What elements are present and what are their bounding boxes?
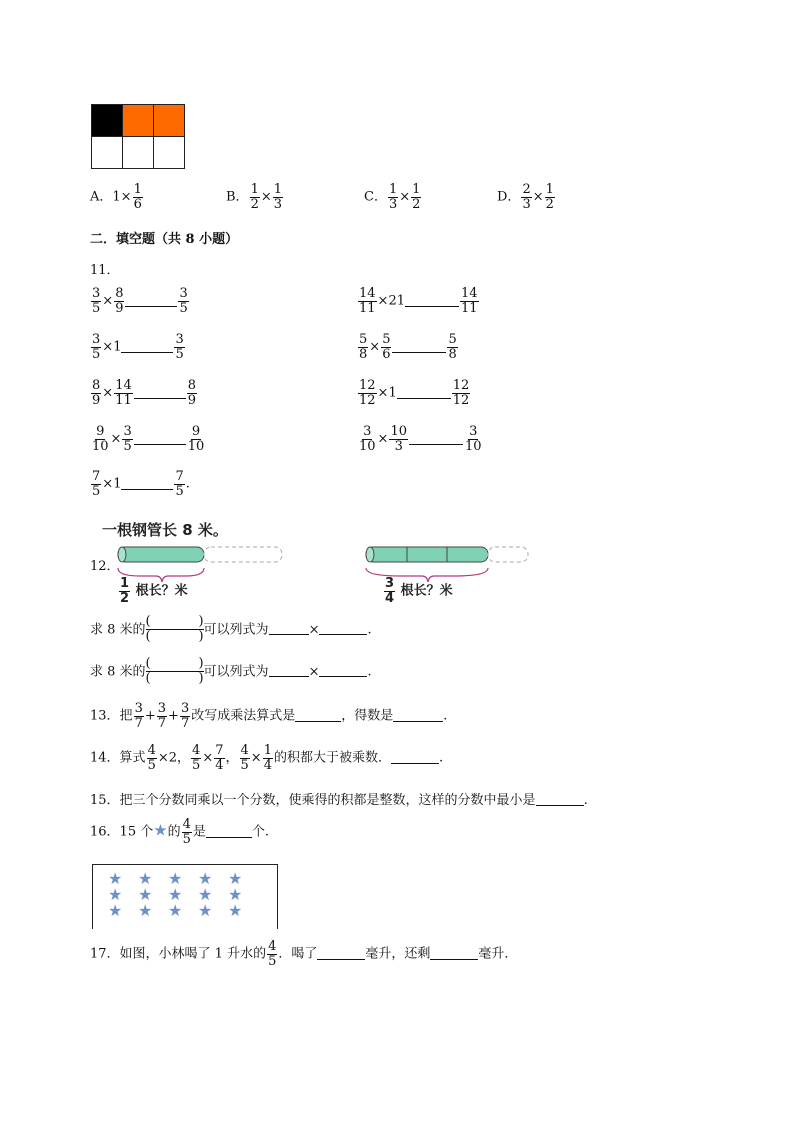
times-sign: × [377, 431, 389, 447]
comparison-row [90, 379, 198, 407]
grid-cell-black [92, 105, 123, 137]
pipe-half-filled [118, 547, 204, 562]
question-15: 15．把三个分数同乘以一个分数，使乘得的积都是整数，这样的分数中最小是 . [90, 793, 588, 808]
star-icon: ★ [153, 820, 168, 840]
answer-blank[interactable] [319, 634, 367, 635]
answer-blank[interactable] [405, 306, 459, 307]
option-b[interactable] [226, 183, 284, 211]
fraction-blank[interactable]: ( ) ( ) [145, 614, 204, 645]
answer-blank[interactable] [392, 352, 446, 353]
answer-blank[interactable] [319, 676, 367, 677]
answer-blank[interactable] [317, 959, 365, 960]
times-sign: × [377, 293, 389, 309]
grid-cell-white [154, 137, 185, 169]
grid-cell-white [92, 137, 123, 169]
fraction: $\frac{1}{2}$ [412, 182, 421, 212]
times-sign: × [399, 189, 411, 205]
fraction: $\frac{2}{3}$ [522, 182, 531, 212]
fraction: $\frac{10}{3}$ [390, 424, 407, 454]
fraction: $\frac{3}{5}$ [175, 332, 184, 362]
comparison-row [90, 425, 206, 453]
answer-blank[interactable] [391, 763, 439, 764]
times-sign: × [120, 189, 132, 205]
answer-blank[interactable] [134, 444, 186, 445]
figure-title: 一根钢管长 8 米。 [102, 521, 228, 539]
question-number: 11． [90, 263, 120, 278]
fraction: $\frac{12}{12}$ [359, 378, 376, 408]
grid-cell-white [123, 137, 154, 169]
times-sign: × [102, 293, 114, 309]
option-a[interactable] [90, 183, 144, 211]
fraction: $\frac{9}{10}$ [187, 424, 205, 454]
answer-blank[interactable] [134, 398, 186, 399]
pipe-label-right: $\frac{3}{4}$ 根长？米 [385, 576, 453, 606]
answer-blank[interactable] [269, 634, 309, 635]
answer-blank[interactable] [121, 352, 173, 353]
comparison-row [90, 287, 190, 315]
times-sign: × [377, 385, 389, 401]
fraction: $\frac{14}{11}$ [115, 378, 132, 408]
fraction: $\frac{3}{5}$ [92, 286, 101, 316]
answer-blank[interactable] [393, 721, 443, 722]
option-label: B． [226, 189, 249, 205]
pipe-quarter-dashed [488, 547, 528, 562]
fraction: $\frac{3}{10}$ [465, 424, 482, 454]
fraction: $\frac{1}{2}$ [250, 182, 259, 212]
q12-line-1: 求 8 米的 ( ) ( ) 可以列式为 × . [90, 614, 372, 645]
pipe-half-dashed [204, 547, 282, 562]
fraction: $\frac{7}{5}$ [92, 469, 101, 499]
comparison-row: $\frac{7}{5}$ ×1 $\frac{7}{5}$ . [92, 469, 190, 499]
fraction: $\frac{3}{5}$ [92, 332, 101, 362]
star-icon: ★ [138, 885, 153, 904]
fraction: $\frac{1}{6}$ [133, 182, 142, 212]
option-label: D． [497, 189, 521, 205]
fraction: $\frac{1}{2}$ [545, 182, 554, 212]
fraction: $\frac{3}{10}$ [359, 424, 376, 454]
comparison-row [357, 425, 484, 453]
fraction: $\frac{1}{3}$ [273, 182, 283, 212]
fraction: $\frac{8}{9}$ [115, 286, 124, 316]
star-icon: ★ [168, 901, 183, 920]
answer-blank[interactable] [295, 721, 341, 722]
answer-blank[interactable] [206, 837, 252, 838]
option-label: A． [90, 189, 113, 205]
fraction: $\frac{14}{11}$ [461, 286, 478, 316]
q12-line-2: 求 8 米的 ( ) ( ) 可以列式为 × . [90, 656, 372, 687]
star-icon: ★ [198, 869, 213, 888]
question-13: 13．把 $\frac{3}{7}$ + $\frac{3}{7}$ + $\frac{3}{7}$ 改写成乘法算式是 ，得数是 . [90, 701, 448, 731]
comparison-row: $\frac{12}{12}$ ×1 $\frac{12}{12}$ [359, 378, 470, 408]
star-icon: ★ [138, 901, 153, 920]
star-icon: ★ [108, 901, 123, 920]
fraction-blank[interactable]: ( ) ( ) [145, 656, 204, 687]
fraction: $\frac{1}{3}$ [388, 182, 398, 212]
question-16: 16．15 个★的 $\frac{4}{5}$ 是 个. [90, 817, 270, 847]
pipe-three-quarter-filled [366, 547, 488, 562]
times-sign: × [102, 476, 114, 492]
question-17: 17．如图，小林喝了 1 升水的 $\frac{4}{5}$ ．喝了 毫升，还剩 毫升． [90, 939, 518, 969]
fraction: $\frac{9}{10}$ [92, 424, 109, 454]
comparison-row [357, 333, 459, 361]
option-c[interactable] [364, 183, 422, 211]
times-sign: × [102, 385, 114, 401]
fraction: $\frac{3}{5}$ [179, 286, 188, 316]
question-14: 14．算式 $\frac{4}{5}$ ×2， $\frac{4}{5}$ × $\frac{7}{4}$ ， $\frac{4}{5}$ × $\frac{1}{4}$ 的积都大于被乘数． . [90, 743, 444, 773]
star-icon: ★ [228, 901, 243, 920]
answer-blank[interactable] [409, 444, 463, 445]
section-title: 二．填空题（共 8 小题） [90, 232, 239, 247]
grid-cell-orange [154, 105, 185, 137]
option-label: C． [364, 189, 387, 205]
answer-blank[interactable] [125, 306, 177, 307]
star-icon: ★ [168, 885, 183, 904]
star-icon: ★ [198, 901, 213, 920]
times-sign: × [532, 189, 544, 205]
times-sign: × [260, 189, 272, 205]
star-icon: ★ [108, 885, 123, 904]
answer-blank[interactable] [121, 489, 173, 490]
option-d[interactable] [497, 183, 556, 211]
answer-blank[interactable] [397, 398, 451, 399]
answer-blank[interactable] [430, 959, 478, 960]
pipe-label-left: $\frac{1}{2}$ 根长？米 [120, 576, 188, 606]
fraction: $\frac{7}{5}$ [175, 469, 184, 499]
star-icon: ★ [198, 885, 213, 904]
comparison-row: $\frac{3}{5}$ ×1 $\frac{3}{5}$ [92, 332, 184, 362]
times-sign: × [369, 339, 381, 355]
star-icon: ★ [138, 869, 153, 888]
answer-blank[interactable] [269, 676, 309, 677]
fraction: $\frac{14}{11}$ [359, 286, 376, 316]
fraction: $\frac{5}{6}$ [382, 332, 391, 362]
times-sign: × [110, 431, 122, 447]
star-icon: ★ [108, 869, 123, 888]
fraction: $\frac{8}{9}$ [187, 378, 197, 408]
comparison-row: $\frac{14}{11}$ ×21 $\frac{14}{11}$ [359, 286, 478, 316]
star-icon: ★ [168, 869, 183, 888]
fraction-grid-figure [91, 104, 185, 169]
fraction: $\frac{5}{8}$ [359, 332, 368, 362]
fraction: $\frac{8}{9}$ [92, 378, 101, 408]
grid-cell-orange [123, 105, 154, 137]
question-number: 12． [90, 559, 120, 574]
fraction: $\frac{3}{5}$ [123, 424, 132, 454]
answer-blank[interactable] [536, 805, 584, 806]
times-sign: × [102, 339, 114, 355]
option-whole: 1 [112, 189, 121, 205]
fraction: $\frac{5}{8}$ [448, 332, 457, 362]
star-icon: ★ [228, 885, 243, 904]
fraction: $\frac{12}{12}$ [452, 378, 470, 408]
star-icon: ★ [228, 869, 243, 888]
